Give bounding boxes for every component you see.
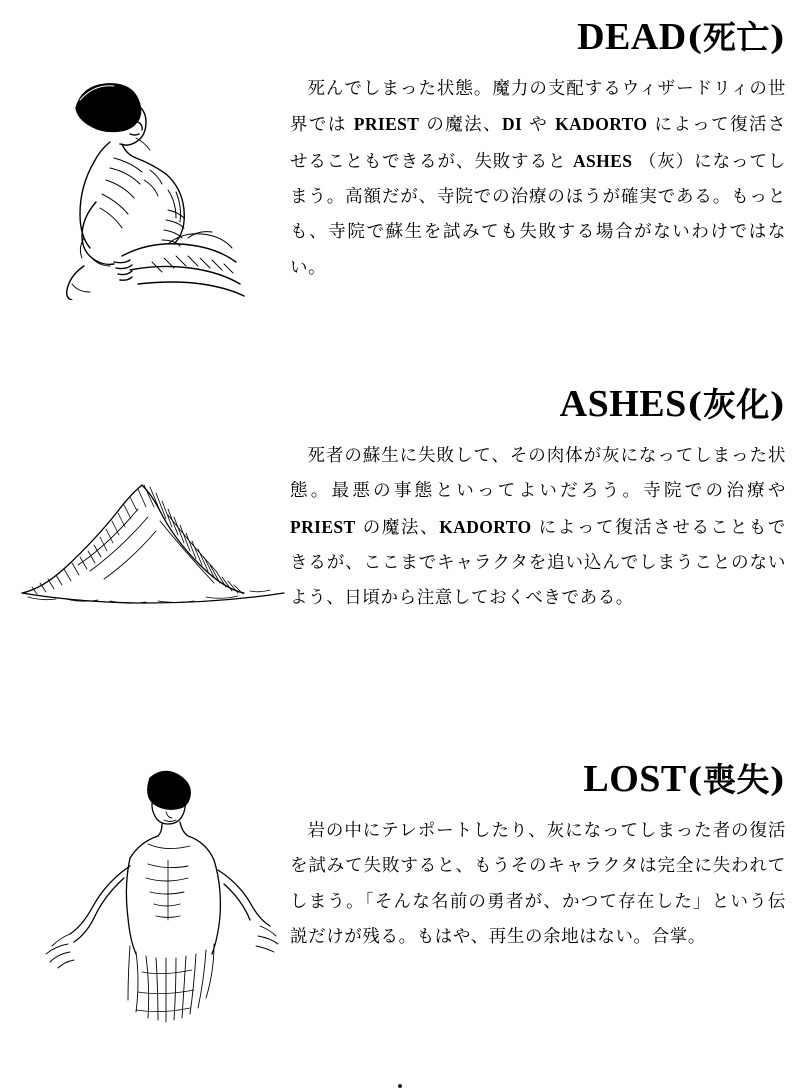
section-dead	[0, 18, 800, 348]
ashes-text-block	[290, 385, 786, 617]
heading-ashes-jp: (灰化)	[686, 385, 786, 424]
body-lost: 岩の中にテレポートしたり、灰になってしまった者の復活を試みて失敗すると、もうそのキャラクタは完全に失われてしまう。「そんな名前の勇者が、かつて存在した」という伝説だけが残る。もはや、再生の余地はない。合掌。	[290, 820, 786, 947]
body-ashes: 死者の蘇生に失敗して、その肉体が灰になってしまった状態。最悪の事態といってよいだろう。寺院での治療や PRIEST の魔法、KADORTO によって復活させることもできるが、ここまでキャラクタを追い込んでしまうことのないよう、日頃から注意しておくべきである。	[290, 445, 786, 609]
kneeling-man-holding-body-illustration	[18, 70, 288, 300]
heading-ashes-en: ASHES	[559, 383, 687, 425]
body-dead: 死んでしまった状態。魔力の支配するウィザードリィの世界では PRIEST の魔法、DI や KADORTO によって復活させることもできるが、失敗すると ASHES （灰）になってしまう。高額だが、寺院での治療のほうが確実である。もっとも、寺院で蘇生を試みても失敗する場合がないわけではない。	[290, 78, 786, 278]
heading-lost	[290, 760, 786, 800]
ash-mound-illustration	[18, 445, 288, 625]
page-footer-mark	[398, 1084, 402, 1088]
dead-text-block	[290, 18, 786, 286]
fading-standing-man-illustration	[18, 760, 288, 1030]
heading-lost-jp: (喪失)	[686, 760, 786, 799]
section-lost	[0, 760, 800, 1060]
heading-dead	[290, 18, 786, 58]
section-ashes	[0, 385, 800, 685]
heading-dead-jp: (死亡)	[686, 18, 786, 57]
heading-dead-en: DEAD	[577, 16, 687, 58]
lost-text-block	[290, 760, 786, 955]
heading-lost-en: LOST	[583, 758, 687, 800]
heading-ashes	[290, 385, 786, 425]
